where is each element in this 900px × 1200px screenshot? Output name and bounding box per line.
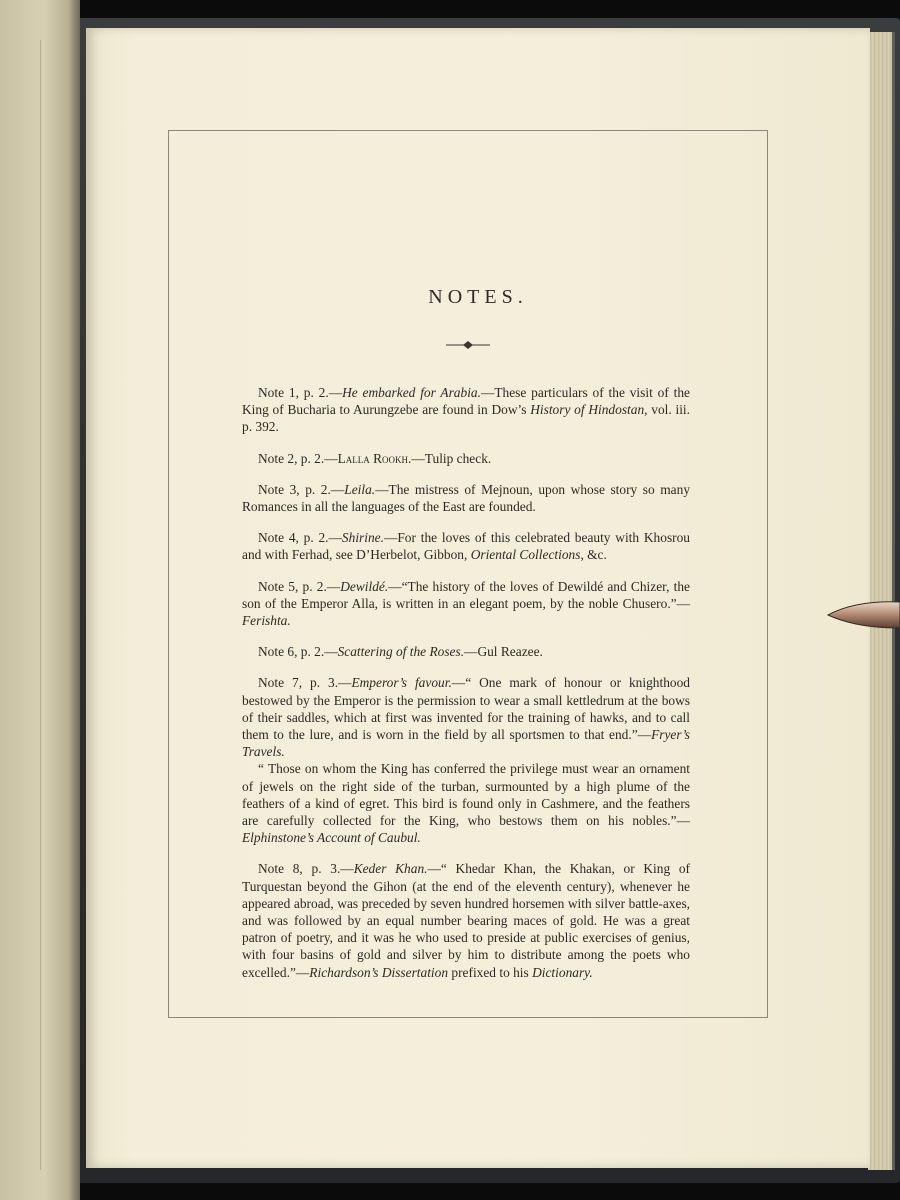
- note-ref: Note 3, p. 2.—: [258, 481, 345, 497]
- note-source: Richardson’s Dissertation: [309, 964, 449, 980]
- note-2: [242, 450, 690, 467]
- note-source: History of Hindostan: [530, 402, 645, 418]
- note-ref: Note 2, p. 2.—: [258, 450, 338, 466]
- note-ref: Note 6, p. 2.—: [258, 644, 338, 660]
- note-ref: Note 4, p. 2.—: [258, 530, 342, 546]
- note-7-para-1: [242, 674, 690, 760]
- note-text: —Gul Reazee.: [464, 644, 543, 660]
- note-3: [242, 481, 690, 515]
- note-source: Ferishta.: [242, 613, 291, 629]
- book-page: [86, 28, 870, 1168]
- bookmark-clip-icon: [826, 598, 900, 630]
- ornament-divider-icon: [446, 338, 490, 352]
- note-text: —“ One mark of honour or knighthood bestowed by the Emperor is the permission to wear a small kettledrum at the bows of their saddles, which at first was invented for the training of hawks, and to call them to the lure, and is worn in the field by all sportsmen to that end.”—: [242, 675, 690, 743]
- note-text: —The mistress of Mejnoun, upon whose story so many Romances in all the languages of the East are founded.: [242, 481, 691, 515]
- note-subject: Leila.: [344, 481, 376, 497]
- note-text: —“ Khedar Khan, the Khakan, or King of Turquestan beyond the Gihon (at the end of the eleventh century), whenever he appeared abroad, was preceded by seven hundred horsemen with silver battle-axes, and was followed by an equal number bearing maces of gold. He was a great patron of poetry, and it was he who used to preside at public exercises of genius, with four basins of gold and silver by him to distribute among the poets who excelled.”—: [242, 861, 691, 980]
- note-1: [242, 384, 690, 436]
- note-5: [242, 578, 690, 630]
- note-ref: Note 8, p. 3.—: [258, 861, 354, 877]
- note-7: [242, 674, 690, 846]
- note-subject: He embarked for Arabia.: [342, 385, 481, 400]
- left-page-margin: [0, 40, 41, 1170]
- note-text: —These particulars of the visit of the King of Bucharia to Aurungzebe are found in Dow’s: [242, 385, 691, 418]
- note-subject: Lalla Rookh: [337, 450, 409, 466]
- note-source: Fryer’s Travels.: [242, 727, 690, 760]
- note-6: [242, 643, 690, 660]
- note-text: “ Those on whom the King has conferred the privilege must wear an ornament of jewels on the right side of the turban, surmounted by a high plume of the feathers of a kind of egret. This bird is found only in Cashmere, and the feathers are carefully collected for the King, who bestows them on his nobles.”—: [242, 761, 690, 829]
- note-ref: Note 7, p. 3.—: [258, 675, 352, 691]
- note-subject: Keder Khan.: [353, 861, 428, 877]
- note-4: [242, 529, 690, 563]
- note-text: —For the loves of this celebrated beauty with Khosrou and with Ferhad, see D’Herbelot, Gibbon,: [242, 530, 691, 563]
- note-ref: Note 5, p. 2.—: [258, 578, 341, 594]
- note-text: , &c.: [580, 547, 607, 563]
- note-source: Dictionary.: [532, 964, 593, 980]
- note-text: prefixed to his: [448, 964, 533, 980]
- note-source: Elphinstone’s Account of Caubul.: [242, 830, 421, 846]
- note-source: Oriental Collections: [470, 547, 581, 563]
- note-subject: Dewildé.: [340, 578, 389, 594]
- note-text: —“The history of the loves of Dewildé and Chizer, the son of the Emperor Alla, is written in an elegant poem, by the noble Chusero.”—: [242, 578, 690, 611]
- note-text: , vol. iii. p. 392.: [242, 402, 690, 435]
- note-subject: Emperor’s favour.: [351, 675, 452, 691]
- note-ref: Note 1, p. 2.—: [258, 385, 343, 400]
- note-subject: Shirine.: [341, 530, 384, 546]
- note-subject: Scattering of the Roses.: [337, 644, 465, 660]
- notes-list: [242, 384, 690, 995]
- left-page: [0, 0, 80, 1200]
- note-8: [242, 860, 690, 980]
- note-text: .—Tulip check.: [408, 450, 492, 466]
- note-7-para-2: [242, 760, 690, 846]
- page-title: NOTES.: [428, 286, 528, 308]
